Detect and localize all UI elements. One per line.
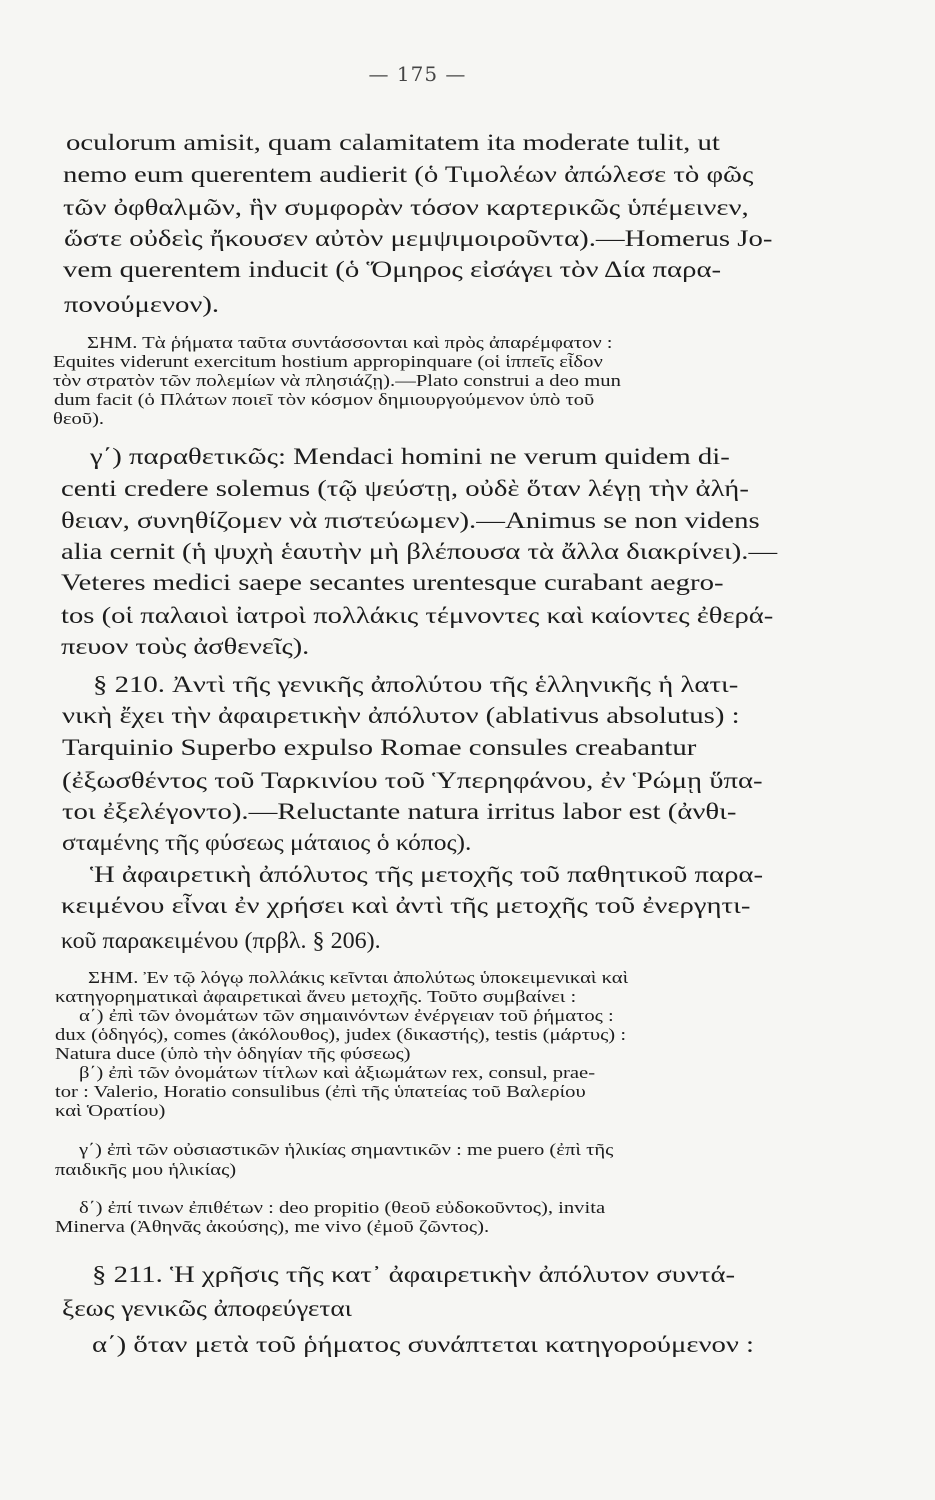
text-line: Equites viderunt exercitum hostium appropinquare (οἱ ἱππεῖς εἶδον — [53, 352, 603, 371]
text-line: alia cernit (ἡ ψυχὴ ἑαυτὴν μὴ βλέπουσα τὰ ἄλλα διακρίνει).— — [61, 539, 778, 564]
text-line: Ἡ ἀφαιρετικὴ ἀπόλυτος τῆς μετοχῆς τοῦ παθητικοῦ παρα- — [90, 862, 764, 887]
text-line: Minerva (Ἀθηνᾶς ἀκούσης), me vivo (ἐμοῦ ζῶντος). — [55, 1217, 490, 1236]
text-line: πευον τοὺς ἀσθενεῖς). — [61, 634, 310, 659]
text-line: § 210. Ἀντὶ τῆς γενικῆς ἀπολύτου τῆς ἑλληνικῆς ἡ λατι- — [93, 672, 739, 697]
text-line: Tarquinio Superbo expulso Romae consules creabantur — [62, 735, 697, 760]
text-line: θεοῦ). — [53, 409, 105, 428]
text-line: κειμένου εἶναι ἐν χρήσει καὶ ἀντὶ τῆς μετοχῆς τοῦ ἐνεργητι- — [61, 893, 751, 918]
text-line: centi credere solemus (τῷ ψεύστῃ, οὐδὲ ὅταν λέγῃ τὴν ἀλή- — [61, 476, 749, 501]
text-line: α΄) ἐπὶ τῶν ὀνομάτων τῶν σημαινόντων ἐνέργειαν τοῦ ῥήματος : — [79, 1006, 614, 1025]
text-line: vem querentem inducit (ὁ Ὅμηρος εἰσάγει τὸν Δία παρα- — [63, 257, 722, 282]
page-number: — 175 — — [368, 62, 467, 86]
text-line: ΣΗΜ. Ἐν τῷ λόγῳ πολλάκις κεῖνται ἀπολύτως ὑποκειμενικαὶ καὶ — [88, 968, 629, 987]
text-line: γ΄) ἐπὶ τῶν οὐσιαστικῶν ἡλικίας σημαντικῶν : me puero (ἐπὶ τῆς — [79, 1140, 614, 1159]
text-line: dum facit (ὁ Πλάτων ποιεῖ τὸν κόσμον δημιουργούμενον ὑπὸ τοῦ — [54, 390, 595, 409]
text-line: tos (οἱ παλαιοὶ ἰατροὶ πολλάκις τέμνοντες καὶ καίοντες ἐθερά- — [61, 603, 774, 628]
text-line: Veteres medici saepe secantes urentesque curabant aegro- — [61, 570, 724, 595]
text-line: παιδικῆς μου ἡλικίας) — [55, 1160, 237, 1179]
text-line: ΣΗΜ. Τὰ ῥήματα ταῦτα συντάσσονται καὶ πρὸς ἀπαρέμφατον : — [87, 333, 613, 352]
text-line: tor : Valerio, Horatio consulibus (ἐπὶ τῆς ὑπατείας τοῦ Βαλερίου — [55, 1082, 586, 1101]
text-line: γ΄) παραθετικῶς: Mendaci homini ne verum quidem di- — [90, 444, 730, 469]
text-line: § 211. Ἡ χρῆσις τῆς κατ᾽ ἀφαιρετικὴν ἀπόλυτον συντά- — [92, 1262, 736, 1287]
text-line: καὶ Ὁρατίου) — [55, 1101, 166, 1120]
text-line: oculorum amisit, quam calamitatem ita moderate tulit, ut — [66, 130, 720, 155]
text-line: β΄) ἐπὶ τῶν ὀνομάτων τίτλων καὶ ἀξιωμάτων rex, consul, prae- — [79, 1063, 596, 1082]
text-line: τὸν στρατὸν τῶν πολεμίων νὰ πλησιάζῃ).—Plato construi a deo mun — [53, 371, 621, 390]
text-line: σταμένης τῆς φύσεως μάταιος ὁ κόπος). — [62, 830, 472, 855]
text-line: κατηγορηματικαὶ ἀφαιρετικαὶ ἄνευ μετοχῆς. Τοῦτο συμβαίνει : — [55, 987, 577, 1006]
text-line: nemo eum querentem audierit (ὁ Τιμολέων ἀπώλεσε τὸ φῶς — [63, 162, 754, 187]
text-line: νικὴ ἔχει τὴν ἀφαιρετικὴν ἀπόλυτον (ablativus absolutus) : — [62, 703, 740, 728]
text-line: dux (ὁδηγός), comes (ἀκόλουθος), judex (δικαστής), testis (μάρτυς) : — [55, 1025, 627, 1044]
text-line: δ΄) ἐπί τινων ἐπιθέτων : deo propitio (θεοῦ εὐδοκοῦντος), invita — [79, 1198, 606, 1217]
text-line: πονούμενον). — [64, 292, 220, 317]
text-line: ξεως γενικῶς ἀποφεύγεται — [62, 1296, 353, 1321]
text-line: τῶν ὀφθαλμῶν, ἣν συμφορὰν τόσον καρτερικῶς ὑπέμεινεν, — [63, 195, 749, 220]
text-line: θειαν, συνηθίζομεν νὰ πιστεύωμεν).—Animus se non videns — [61, 508, 760, 533]
text-line: ὥστε οὐδεὶς ἤκουσεν αὐτὸν μεμψιμοιροῦντα).—Homerus Jo- — [64, 226, 773, 251]
text-line: τοι ἐξελέγοντο).—Reluctante natura irritus labor est (ἀνθι- — [62, 799, 737, 824]
text-line: (ἐξωσθέντος τοῦ Ταρκινίου τοῦ Ὑπερηφάνου, ἐν Ῥώμῃ ὕπα- — [62, 768, 763, 793]
text-line: Natura duce (ὑπὸ τὴν ὁδηγίαν τῆς φύσεως) — [55, 1044, 411, 1063]
text-line: α΄) ὅταν μετὰ τοῦ ῥήματος συνάπτεται κατηγορούμενον : — [92, 1332, 755, 1357]
text-line: κοῦ παρακειμένου (πρβλ. § 206). — [61, 928, 381, 953]
